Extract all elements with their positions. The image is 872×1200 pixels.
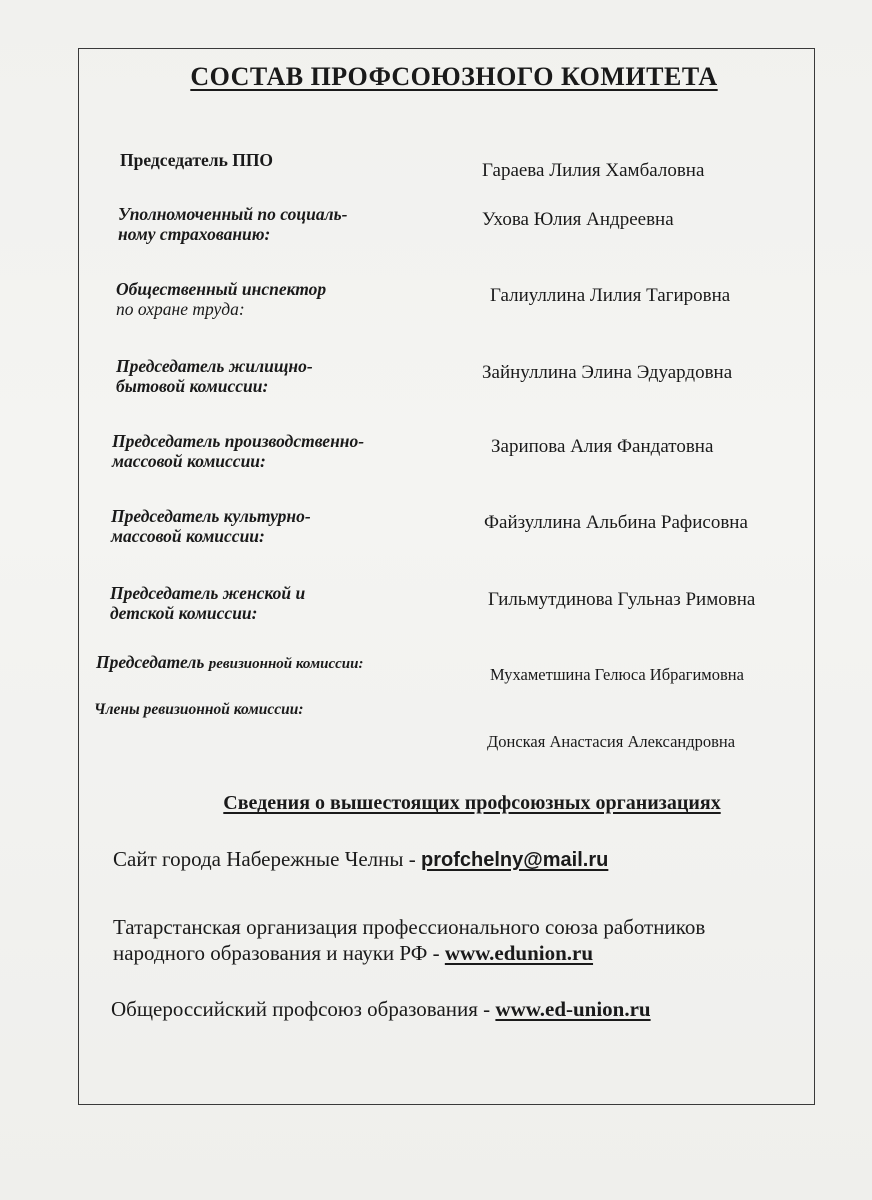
document-title: СОСТАВ ПРОФСОЮЗНОГО КОМИТЕТА bbox=[190, 62, 718, 91]
role-audit-chairman: Председатель ревизионной комиссии: bbox=[96, 652, 364, 672]
name-culture-commission: Файзуллина Альбина Рафисовна bbox=[484, 512, 748, 533]
name-production-commission: Зарипова Алия Фандатовна bbox=[491, 436, 714, 457]
city-email-link[interactable]: profchelny@mail.ru bbox=[421, 849, 609, 871]
section-title-higher-organizations: Сведения о вышестоящих профсоюзных организациях bbox=[223, 792, 721, 814]
name-audit-member: Донская Анастасия Александровна bbox=[487, 732, 736, 751]
org-city-site: Сайт города Набережные Челны - profchelny@mail.ru bbox=[113, 847, 609, 871]
name-chairman: Гараева Лилия Хамбаловна bbox=[482, 160, 705, 181]
role-chairman: Председатель ППО bbox=[120, 150, 274, 170]
ed-union-link[interactable]: www.ed-union.ru bbox=[495, 997, 651, 1021]
role-social-insurance: Уполномоченный по социаль- ному страхованию: bbox=[118, 204, 348, 244]
name-women-children-commission: Гильмутдинова Гульназ Римовна bbox=[488, 589, 756, 610]
role-labor-inspector: Общественный инспектор по охране труда: bbox=[116, 279, 327, 319]
role-housing-commission: Председатель жилищно- бытовой комиссии: bbox=[116, 356, 313, 396]
org-tatarstan-union: Татарстанская организация профессионального союза работников народного образования и науки РФ - www.edunion.ru bbox=[113, 915, 706, 965]
role-culture-commission: Председатель культурно- массовой комиссии: bbox=[111, 506, 311, 546]
role-production-commission: Председатель производственно- массовой комиссии: bbox=[112, 431, 365, 471]
org-all-russian-union: Общероссийский профсоюз образования - www.ed-union.ru bbox=[111, 997, 651, 1021]
name-housing-commission: Зайнуллина Элина Эдуардовна bbox=[482, 362, 733, 383]
role-audit-members: Члены ревизионной комиссии: bbox=[94, 701, 304, 718]
name-social-insurance: Ухова Юлия Андреевна bbox=[482, 209, 674, 230]
name-audit-chairman: Мухаметшина Гелюса Ибрагимовна bbox=[490, 665, 744, 684]
edunion-link[interactable]: www.edunion.ru bbox=[444, 941, 594, 965]
role-women-children-commission: Председатель женской и детской комиссии: bbox=[110, 583, 306, 623]
name-labor-inspector: Галиуллина Лилия Тагировна bbox=[490, 285, 731, 306]
